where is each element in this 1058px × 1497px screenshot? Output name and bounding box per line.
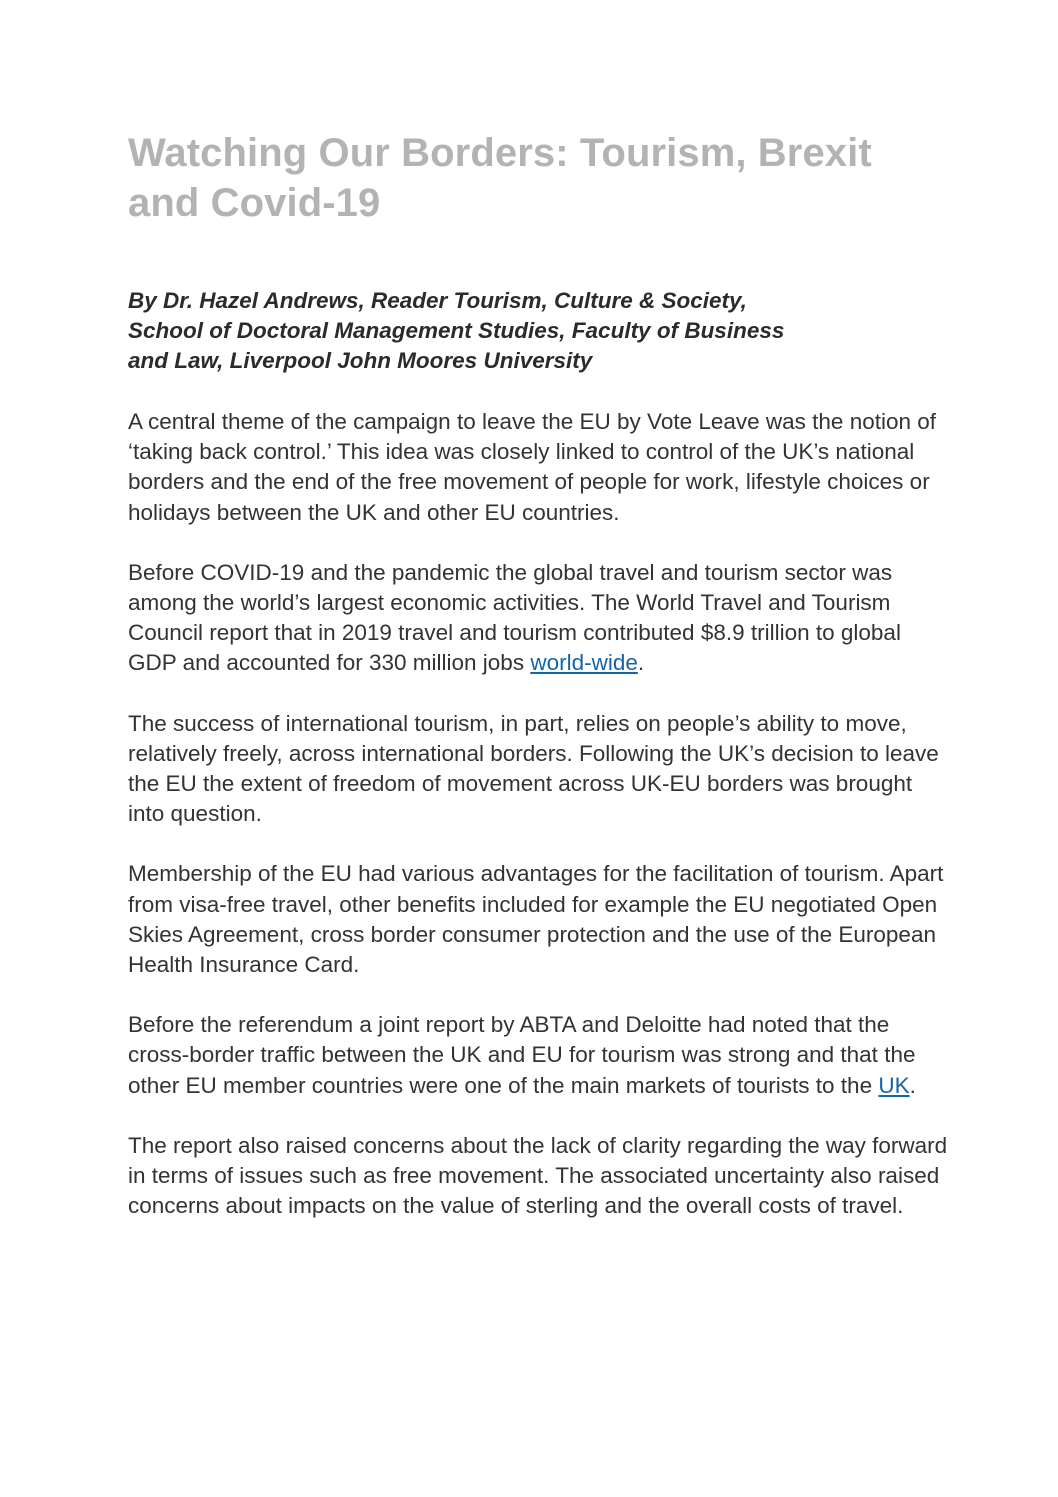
byline-line-2: School of Doctoral Management Studies, Faculty of Business — [128, 318, 785, 343]
paragraph-4: Membership of the EU had various advantages for the facilitation of tourism. Apart from visa-free travel, other benefits included for example the EU negotiated Open Skies Agreement, cross border consumer protection and the use of the European Health Insurance Card. — [128, 861, 944, 978]
document-page — [128, 128, 948, 1221]
world-wide-link[interactable]: world-wide — [530, 650, 638, 676]
byline-line-3: and Law, Liverpool John Moores University — [128, 348, 593, 373]
uk-link[interactable]: UK — [878, 1072, 910, 1098]
article-title: Watching Our Borders: Tourism, Brexit and Covid-19 — [128, 131, 872, 225]
paragraph-2-end: . — [637, 650, 645, 676]
paragraph-5-text: Before the referendum a joint report by ABTA and Deloitte had noted that the cross-border traffic between the UK and EU for tourism was strong and that the other EU member countries were one of the main markets of tourists to the — [128, 1012, 916, 1098]
byline-line-1: By Dr. Hazel Andrews, Reader Tourism, Culture & Society, — [128, 288, 747, 313]
paragraph-3: The success of international tourism, in part, relies on people’s ability to move, relatively freely, across international borders. Following the UK’s decision to leave the EU the extent of freedom of movement across UK-EU borders was brought into question. — [128, 710, 939, 827]
paragraph-5 — [128, 1010, 948, 1101]
paragraph-5-end: . — [909, 1072, 916, 1098]
author-byline — [128, 286, 948, 376]
paragraph-2-text: Before COVID-19 and the pandemic the global travel and tourism sector was among the world’s largest economic activities. The World Travel and Tourism Council report that in 2019 travel and tourism contributed $8.9 trillion to global GDP and accounted for 330 million jobs — [128, 559, 901, 676]
paragraph-6: The report also raised concerns about the lack of clarity regarding the way forward in terms of issues such as free movement. The associated uncertainty also raised concerns about impacts on the value of sterling and the overall costs of travel. — [128, 1132, 948, 1219]
paragraph-2 — [128, 558, 948, 679]
paragraph-1: A central theme of the campaign to leave the EU by Vote Leave was the notion of ‘taking back control.’ This idea was closely linked to control of the UK’s national borders and the end of the free movement of people for work, lifestyle choices or holidays between the UK and other EU countries. — [128, 409, 937, 525]
